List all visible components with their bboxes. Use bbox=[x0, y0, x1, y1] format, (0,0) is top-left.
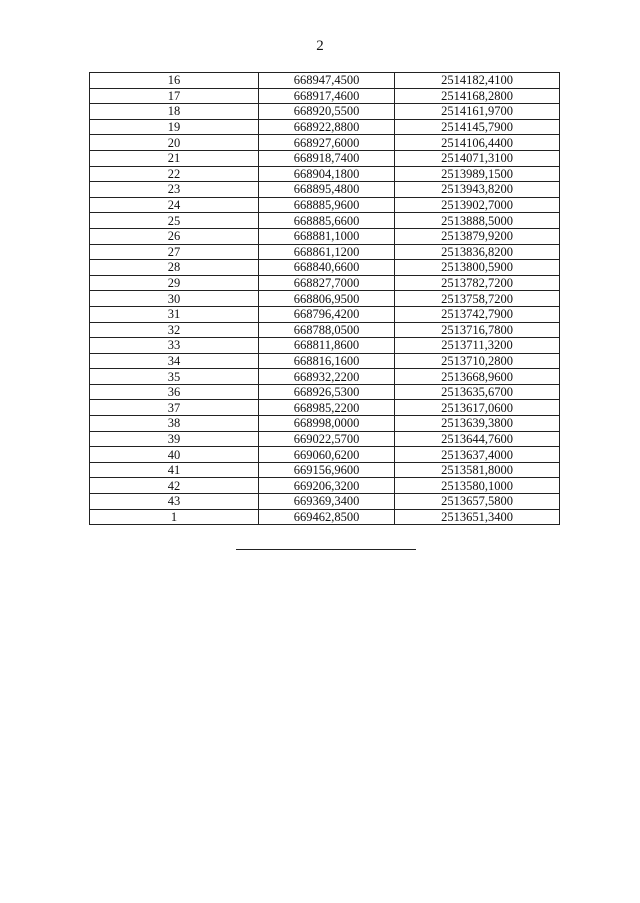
point-number-cell: 27 bbox=[90, 244, 259, 260]
x-coordinate-cell: 668827,7000 bbox=[259, 275, 395, 291]
point-number-cell: 21 bbox=[90, 150, 259, 166]
point-number-cell: 28 bbox=[90, 260, 259, 276]
x-coordinate-cell: 669022,5700 bbox=[259, 431, 395, 447]
table-row bbox=[90, 384, 560, 400]
table-row bbox=[90, 462, 560, 478]
y-coordinate-cell: 2513580,1000 bbox=[395, 478, 560, 494]
point-number-cell: 42 bbox=[90, 478, 259, 494]
table-row bbox=[90, 338, 560, 354]
y-coordinate-cell: 2513989,1500 bbox=[395, 166, 560, 182]
point-number-cell: 30 bbox=[90, 291, 259, 307]
x-coordinate-cell: 668918,7400 bbox=[259, 150, 395, 166]
y-coordinate-cell: 2513639,3800 bbox=[395, 416, 560, 432]
table-row bbox=[90, 447, 560, 463]
point-number-cell: 43 bbox=[90, 494, 259, 510]
x-coordinate-cell: 668861,1200 bbox=[259, 244, 395, 260]
y-coordinate-cell: 2513668,9600 bbox=[395, 369, 560, 385]
table-row bbox=[90, 104, 560, 120]
point-number-cell: 17 bbox=[90, 88, 259, 104]
table-row bbox=[90, 400, 560, 416]
x-coordinate-cell: 668926,5300 bbox=[259, 384, 395, 400]
table-row bbox=[90, 478, 560, 494]
table-row bbox=[90, 135, 560, 151]
point-number-cell: 37 bbox=[90, 400, 259, 416]
y-coordinate-cell: 2513879,9200 bbox=[395, 228, 560, 244]
point-number-cell: 38 bbox=[90, 416, 259, 432]
table-row bbox=[90, 166, 560, 182]
table-row bbox=[90, 228, 560, 244]
point-number-cell: 36 bbox=[90, 384, 259, 400]
table-row bbox=[90, 244, 560, 260]
x-coordinate-cell: 668885,9600 bbox=[259, 197, 395, 213]
y-coordinate-cell: 2513800,5900 bbox=[395, 260, 560, 276]
point-number-cell: 40 bbox=[90, 447, 259, 463]
point-number-cell: 20 bbox=[90, 135, 259, 151]
table-row bbox=[90, 275, 560, 291]
point-number-cell: 22 bbox=[90, 166, 259, 182]
point-number-cell: 34 bbox=[90, 353, 259, 369]
page-number: 2 bbox=[316, 38, 324, 54]
x-coordinate-cell: 668881,1000 bbox=[259, 228, 395, 244]
point-number-cell: 25 bbox=[90, 213, 259, 229]
x-coordinate-cell: 668932,2200 bbox=[259, 369, 395, 385]
y-coordinate-cell: 2513902,7000 bbox=[395, 197, 560, 213]
x-coordinate-cell: 668816,1600 bbox=[259, 353, 395, 369]
x-coordinate-cell: 669462,8500 bbox=[259, 509, 395, 525]
y-coordinate-cell: 2513651,3400 bbox=[395, 509, 560, 525]
x-coordinate-cell: 668922,8800 bbox=[259, 119, 395, 135]
x-coordinate-cell: 668796,4200 bbox=[259, 306, 395, 322]
y-coordinate-cell: 2513637,4000 bbox=[395, 447, 560, 463]
point-number-cell: 39 bbox=[90, 431, 259, 447]
x-coordinate-cell: 669156,9600 bbox=[259, 462, 395, 478]
point-number-cell: 32 bbox=[90, 322, 259, 338]
x-coordinate-cell: 668985,2200 bbox=[259, 400, 395, 416]
y-coordinate-cell: 2514106,4400 bbox=[395, 135, 560, 151]
y-coordinate-cell: 2513710,2800 bbox=[395, 353, 560, 369]
point-number-cell: 29 bbox=[90, 275, 259, 291]
point-number-cell: 16 bbox=[90, 73, 259, 89]
y-coordinate-cell: 2513644,7600 bbox=[395, 431, 560, 447]
point-number-cell: 26 bbox=[90, 228, 259, 244]
y-coordinate-cell: 2513716,7800 bbox=[395, 322, 560, 338]
table-row bbox=[90, 322, 560, 338]
table-row bbox=[90, 431, 560, 447]
table-row bbox=[90, 306, 560, 322]
x-coordinate-cell: 668998,0000 bbox=[259, 416, 395, 432]
table-row bbox=[90, 119, 560, 135]
x-coordinate-cell: 668788,0500 bbox=[259, 322, 395, 338]
coordinates-table bbox=[89, 72, 560, 525]
closing-rule bbox=[236, 549, 416, 550]
point-number-cell: 23 bbox=[90, 182, 259, 198]
y-coordinate-cell: 2513836,8200 bbox=[395, 244, 560, 260]
table-row bbox=[90, 509, 560, 525]
x-coordinate-cell: 668947,4500 bbox=[259, 73, 395, 89]
table-row bbox=[90, 88, 560, 104]
table-row bbox=[90, 291, 560, 307]
y-coordinate-cell: 2513943,8200 bbox=[395, 182, 560, 198]
x-coordinate-cell: 669206,3200 bbox=[259, 478, 395, 494]
table-row bbox=[90, 213, 560, 229]
table-row bbox=[90, 73, 560, 89]
y-coordinate-cell: 2514071,3100 bbox=[395, 150, 560, 166]
y-coordinate-cell: 2513888,5000 bbox=[395, 213, 560, 229]
table-row bbox=[90, 150, 560, 166]
table-row bbox=[90, 369, 560, 385]
x-coordinate-cell: 669060,6200 bbox=[259, 447, 395, 463]
x-coordinate-cell: 668885,6600 bbox=[259, 213, 395, 229]
point-number-cell: 33 bbox=[90, 338, 259, 354]
y-coordinate-cell: 2513711,3200 bbox=[395, 338, 560, 354]
table-row bbox=[90, 182, 560, 198]
y-coordinate-cell: 2513657,5800 bbox=[395, 494, 560, 510]
table-row bbox=[90, 416, 560, 432]
x-coordinate-cell: 669369,3400 bbox=[259, 494, 395, 510]
x-coordinate-cell: 668895,4800 bbox=[259, 182, 395, 198]
x-coordinate-cell: 668927,6000 bbox=[259, 135, 395, 151]
coordinates-table-body bbox=[90, 73, 560, 525]
y-coordinate-cell: 2513742,7900 bbox=[395, 306, 560, 322]
x-coordinate-cell: 668920,5500 bbox=[259, 104, 395, 120]
y-coordinate-cell: 2514161,9700 bbox=[395, 104, 560, 120]
y-coordinate-cell: 2514145,7900 bbox=[395, 119, 560, 135]
y-coordinate-cell: 2513758,7200 bbox=[395, 291, 560, 307]
point-number-cell: 24 bbox=[90, 197, 259, 213]
table-row bbox=[90, 353, 560, 369]
y-coordinate-cell: 2513782,7200 bbox=[395, 275, 560, 291]
x-coordinate-cell: 668806,9500 bbox=[259, 291, 395, 307]
x-coordinate-cell: 668917,4600 bbox=[259, 88, 395, 104]
y-coordinate-cell: 2513617,0600 bbox=[395, 400, 560, 416]
y-coordinate-cell: 2513635,6700 bbox=[395, 384, 560, 400]
point-number-cell: 41 bbox=[90, 462, 259, 478]
x-coordinate-cell: 668811,8600 bbox=[259, 338, 395, 354]
table-row bbox=[90, 197, 560, 213]
point-number-cell: 35 bbox=[90, 369, 259, 385]
table-row bbox=[90, 494, 560, 510]
point-number-cell: 19 bbox=[90, 119, 259, 135]
table-row bbox=[90, 260, 560, 276]
point-number-cell: 1 bbox=[90, 509, 259, 525]
y-coordinate-cell: 2514182,4100 bbox=[395, 73, 560, 89]
x-coordinate-cell: 668904,1800 bbox=[259, 166, 395, 182]
y-coordinate-cell: 2513581,8000 bbox=[395, 462, 560, 478]
point-number-cell: 31 bbox=[90, 306, 259, 322]
x-coordinate-cell: 668840,6600 bbox=[259, 260, 395, 276]
point-number-cell: 18 bbox=[90, 104, 259, 120]
y-coordinate-cell: 2514168,2800 bbox=[395, 88, 560, 104]
